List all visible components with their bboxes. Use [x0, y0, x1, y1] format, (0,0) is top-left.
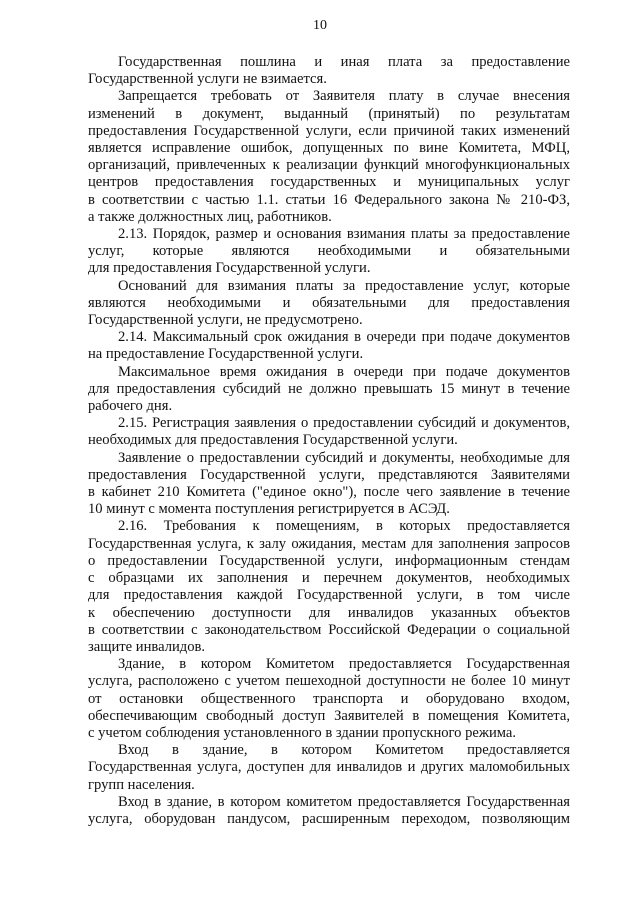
text-line: Государственной услуги, не предусмотрено.: [88, 312, 363, 329]
paragraph: [88, 54, 570, 88]
text-line: Оснований для взимания платы за предоставление услуг, которые: [118, 277, 570, 294]
text-line: защите инвалидов.: [88, 638, 206, 655]
paragraph: [88, 88, 570, 226]
text-line: в соответствии с частью 1.1. статьи 16 Федерального закона № 210-ФЗ,: [88, 191, 570, 208]
text-line: услуга, оборудован пандусом, расширенным переходом, позволяющим: [88, 810, 570, 827]
paragraph: [88, 415, 570, 449]
text-line: для предоставления Государственной услуги.: [88, 260, 371, 277]
text-line: в кабинет 210 Комитета ("единое окно"), после чего заявление в течение: [88, 484, 570, 501]
text-line: изменений в документ, выданный (принятый) по результатам: [88, 105, 570, 122]
text-line: Вход в здание, в котором комитетом предоставляется Государственная: [118, 793, 570, 810]
text-line: услуг, которые являются необходимыми и обязательными: [88, 243, 570, 260]
text-line: о предоставлении Государственной услуги, информационным стендам: [88, 552, 570, 569]
paragraph: [88, 278, 570, 330]
page-number: 10: [313, 18, 327, 33]
document-body: [88, 54, 570, 828]
text-line: организаций, привлеченных к реализации функций многофункциональных: [88, 157, 570, 174]
text-line: необходимых для предоставления Государственной услуги.: [88, 432, 458, 449]
text-line: услуга, расположено с учетом пешеходной доступности не более 10 минут: [88, 673, 570, 690]
text-line: рабочего дня.: [88, 398, 173, 415]
text-line: Максимальное время ожидания в очереди при подаче документов: [118, 363, 570, 380]
text-line: 2.13. Порядок, размер и основания взимания платы за предоставление: [118, 226, 570, 243]
text-line: является исправление ошибок, допущенных по вине Комитета, МФЦ,: [88, 140, 570, 157]
text-line: Вход в здание, в котором Комитетом предоставляется: [118, 742, 570, 759]
paragraph: [88, 450, 570, 519]
paragraph: [88, 656, 570, 742]
text-line: для предоставления субсидий не должно превышать 15 минут в течение: [88, 380, 570, 397]
text-line: с образцами их заполнения и перечнем документов, необходимых: [88, 570, 570, 587]
text-line: 2.16. Требования к помещениям, в которых предоставляется: [118, 518, 570, 535]
text-line: являются необходимыми и обязательными для предоставления: [88, 294, 570, 311]
paragraph: [88, 329, 570, 363]
text-line: 2.14. Максимальный срок ожидания в очереди при подаче документов: [118, 329, 570, 346]
text-line: к обеспечению доступности для инвалидов указанных объектов: [88, 604, 570, 621]
text-line: Здание, в котором Комитетом предоставляется Государственная: [118, 656, 570, 673]
text-line: 2.15. Регистрация заявления о предоставлении субсидий и документов,: [118, 415, 570, 432]
text-line: Государственной услуги не взимается.: [88, 71, 327, 88]
text-line: Запрещается требовать от Заявителя плату в случае внесения: [118, 88, 570, 105]
text-line: центров предоставления государственных и муниципальных услуг: [88, 174, 570, 191]
text-line: обеспечивающим свободный доступ Заявителей в помещения Комитета,: [88, 707, 570, 724]
paragraph: [88, 794, 570, 828]
text-line: на предоставление Государственной услуги.: [88, 346, 364, 363]
text-line: в соответствии с законодательством Российской Федерации о социальной: [88, 621, 570, 638]
text-line: для предоставления каждой Государственной услуги, в том числе: [88, 587, 570, 604]
text-line: предоставления Государственной услуги, если причиной таких изменений: [88, 122, 570, 139]
text-line: групп населения.: [88, 776, 195, 793]
text-line: с учетом соблюдения установленного в здании пропускного режима.: [88, 724, 517, 741]
text-line: а также должностных лиц, работников.: [88, 208, 332, 225]
text-line: Государственная услуга, к залу ожидания, местам для заполнения запросов: [88, 535, 570, 552]
text-line: Заявление о предоставлении субсидий и документы, необходимые для: [118, 449, 570, 466]
text-line: от остановки общественного транспорта и оборудовано входом,: [88, 690, 570, 707]
paragraph: [88, 518, 570, 656]
paragraph: [88, 226, 570, 278]
paragraph: [88, 364, 570, 416]
paragraph: [88, 742, 570, 794]
text-line: Государственная пошлина и иная плата за предоставление: [118, 54, 570, 70]
text-line: 10 минут с момента поступления регистрируется в АСЭД.: [88, 501, 450, 518]
text-line: предоставления Государственной услуги, представляются Заявителями: [88, 466, 570, 483]
text-line: Государственная услуга, доступен для инвалидов и других маломобильных: [88, 759, 570, 776]
